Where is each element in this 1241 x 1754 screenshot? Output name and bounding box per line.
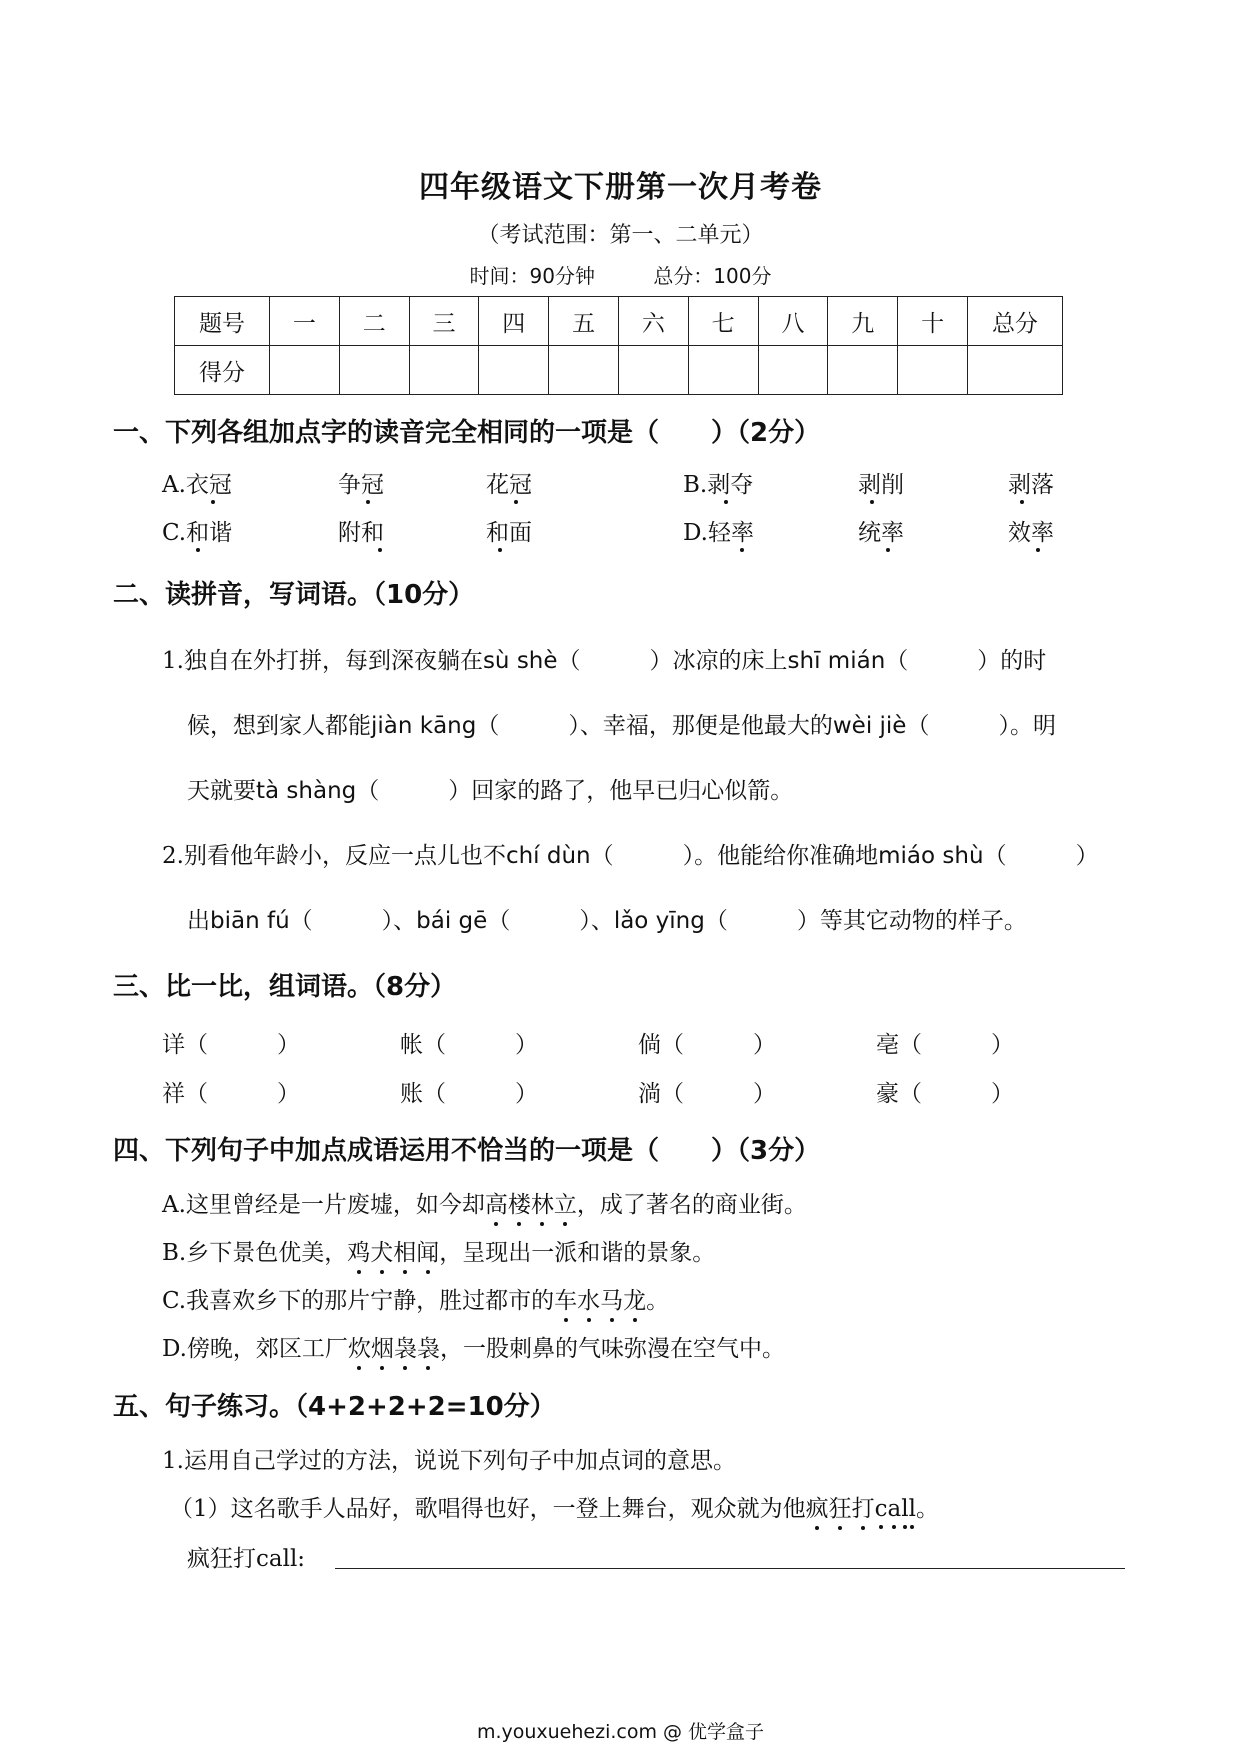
- dotted-char: 狂: [829, 1490, 852, 1523]
- q2-line-4: 2.别看他年龄小，反应一点儿也不chí dùn（ ）。他能给你准确地miáo shù（ ）: [162, 843, 1099, 869]
- score-cell: 四: [479, 297, 549, 346]
- q2-line-2: 候，想到家人都能jiàn kāng（ ）、幸福，那便是他最大的wèi jiè（ ）。明: [187, 713, 1056, 739]
- score-row-label: 得分: [175, 346, 270, 395]
- score-cell: 九: [828, 297, 898, 346]
- emphasis-dot: [1036, 548, 1040, 552]
- q1-word: 剥削: [858, 472, 904, 498]
- score-blank[interactable]: [618, 346, 688, 395]
- q5-answer-label: 疯狂打call:: [187, 1546, 306, 1572]
- q1-word: 附和: [338, 520, 384, 546]
- q4-option-c: C.我喜欢乡下的那片宁静，胜过都市的车水马龙。: [162, 1282, 669, 1315]
- q3-item: 亳（ ）: [876, 1032, 1014, 1058]
- q1-option-b: B.剥夺: [683, 472, 754, 498]
- dotted-char: 疯: [806, 1490, 829, 1523]
- exam-scope: （考试范围：第一、二单元）: [477, 223, 764, 248]
- dotted-char: l: [908, 1496, 916, 1522]
- q4-idiom-d: [348, 1336, 440, 1362]
- q1-word: 争冠: [338, 472, 384, 498]
- dotted-char: 闻: [416, 1234, 439, 1267]
- exam-time: 时间：90分钟: [469, 264, 595, 288]
- emphasis-dot: [1020, 500, 1024, 504]
- q4-option-d: D.傍晚，郊区工厂炊烟袅袅，一股刺鼻的气味弥漫在空气中。: [162, 1330, 785, 1363]
- footer-watermark: m.youxuehezi.com @ 优学盒子: [476, 1721, 765, 1743]
- emphasis-dot: [870, 500, 874, 504]
- answer-line[interactable]: [335, 1568, 1125, 1569]
- dotted-char: 犬: [370, 1234, 393, 1267]
- score-cell: 题号: [175, 297, 270, 346]
- q4-idiom-b: [347, 1240, 439, 1266]
- score-blank[interactable]: [828, 346, 898, 395]
- q1-word: 和面: [486, 520, 532, 546]
- emphasis-dot: [724, 500, 728, 504]
- q5-title: 五、句子练习。（4+2+2+2=10分）: [113, 1392, 556, 1422]
- q3-item: 祥（ ）: [162, 1081, 300, 1107]
- dotted-char: 相: [393, 1234, 416, 1267]
- q3-title: 三、比一比，组词语。（8分）: [113, 972, 457, 1002]
- dotted-char: 袅: [394, 1330, 417, 1363]
- emphasis-dot: [211, 500, 215, 504]
- dotted-char: 龙: [623, 1282, 646, 1315]
- score-blank[interactable]: [549, 346, 619, 395]
- score-cell: 二: [339, 297, 409, 346]
- q2-line-1: 1.独自在外打拼，每到深夜躺在sù shè（ ）冰凉的床上shī mián（ ）的时: [162, 648, 1047, 674]
- q1-option-a: A.衣冠: [162, 472, 232, 498]
- score-blank[interactable]: [758, 346, 828, 395]
- score-table: [174, 296, 1063, 395]
- q3-item: 淌（ ）: [638, 1081, 776, 1107]
- score-blank[interactable]: [409, 346, 479, 395]
- q2-title: 二、读拼音，写词语。（10分）: [113, 580, 475, 610]
- dotted-char: 马: [600, 1282, 623, 1315]
- q2-line-5: 出biān fú（ ）、bái gē（ ）、lǎo yīng（ ）等其它动物的样子。: [187, 908, 1027, 934]
- q4-title: 四、下列句子中加点成语运用不恰当的一项是（ ）（3分）: [113, 1136, 821, 1166]
- q2-line-3: 天就要tà shàng（ ）回家的路了，他早已归心似箭。: [187, 778, 794, 804]
- emphasis-dot: [514, 500, 518, 504]
- dotted-char: 鸡: [347, 1234, 370, 1267]
- score-blank[interactable]: [479, 346, 549, 395]
- dotted-char: 立: [554, 1186, 577, 1219]
- score-blank[interactable]: [270, 346, 340, 395]
- q3-item: 帐（ ）: [400, 1032, 538, 1058]
- dotted-char: 打: [852, 1490, 875, 1523]
- q3-item: 豪（ ）: [876, 1081, 1014, 1107]
- dotted-char: 水: [577, 1282, 600, 1315]
- q5-sentence: （1）这名歌手人品好，歌唱得也好，一登上舞台，观众就为他疯狂打call。: [170, 1490, 939, 1523]
- q4-idiom-a: [485, 1192, 577, 1218]
- q1-option-d: D.轻率: [683, 520, 754, 546]
- q4-idiom-c: [554, 1288, 646, 1314]
- q4-option-a: A.这里曾经是一片废墟，如今却高楼林立，成了著名的商业街。: [162, 1186, 807, 1219]
- dotted-char: 烟: [371, 1330, 394, 1363]
- score-cell: 总分: [968, 297, 1063, 346]
- dotted-char: a: [887, 1496, 902, 1522]
- q1-word: 效率: [1008, 520, 1054, 546]
- q5-dotted-word: [806, 1496, 916, 1522]
- emphasis-dot: [196, 548, 200, 552]
- score-blank[interactable]: [898, 346, 968, 395]
- exam-total: 总分：100分: [653, 264, 772, 288]
- q1-word: 花冠: [486, 472, 532, 498]
- dotted-char: 车: [554, 1282, 577, 1315]
- exam-meta: [0, 260, 1241, 289]
- q1-option-c: C.和谐: [162, 520, 233, 546]
- q4-option-b: B.乡下景色优美，鸡犬相闻，呈现出一派和谐的景象。: [162, 1234, 715, 1267]
- q1-title: 一、下列各组加点字的读音完全相同的一项是（ ）（2分）: [113, 418, 821, 448]
- score-cell: 三: [409, 297, 479, 346]
- emphasis-dot: [886, 548, 890, 552]
- emphasis-dot: [740, 548, 744, 552]
- dotted-char: 炊: [348, 1330, 371, 1363]
- q1-word: 剥落: [1008, 472, 1054, 498]
- score-table-score-row: [175, 346, 1063, 395]
- q5-instruction: 1.运用自己学过的方法，说说下列句子中加点词的意思。: [162, 1448, 736, 1474]
- q3-item: 详（ ）: [162, 1032, 300, 1058]
- dotted-char: c: [874, 1496, 888, 1522]
- score-table-header-row: [175, 297, 1063, 346]
- score-cell: 五: [549, 297, 619, 346]
- emphasis-dot: [498, 548, 502, 552]
- score-blank[interactable]: [968, 346, 1063, 395]
- score-blank[interactable]: [339, 346, 409, 395]
- q1-word: 统率: [858, 520, 904, 546]
- score-cell: 八: [758, 297, 828, 346]
- dotted-char: l: [901, 1496, 909, 1522]
- emphasis-dot: [366, 500, 370, 504]
- dotted-char: 楼: [508, 1186, 531, 1219]
- emphasis-dot: [378, 548, 382, 552]
- score-cell: 一: [270, 297, 340, 346]
- score-blank[interactable]: [688, 346, 758, 395]
- score-cell: 十: [898, 297, 968, 346]
- exam-title: 四年级语文下册第一次月考卷: [419, 170, 822, 205]
- score-cell: 六: [618, 297, 688, 346]
- score-cell: 七: [688, 297, 758, 346]
- dotted-char: 袅: [417, 1330, 440, 1363]
- q3-item: 账（ ）: [400, 1081, 538, 1107]
- dotted-char: 高: [485, 1186, 508, 1219]
- dotted-char: 林: [531, 1186, 554, 1219]
- q3-item: 倘（ ）: [638, 1032, 776, 1058]
